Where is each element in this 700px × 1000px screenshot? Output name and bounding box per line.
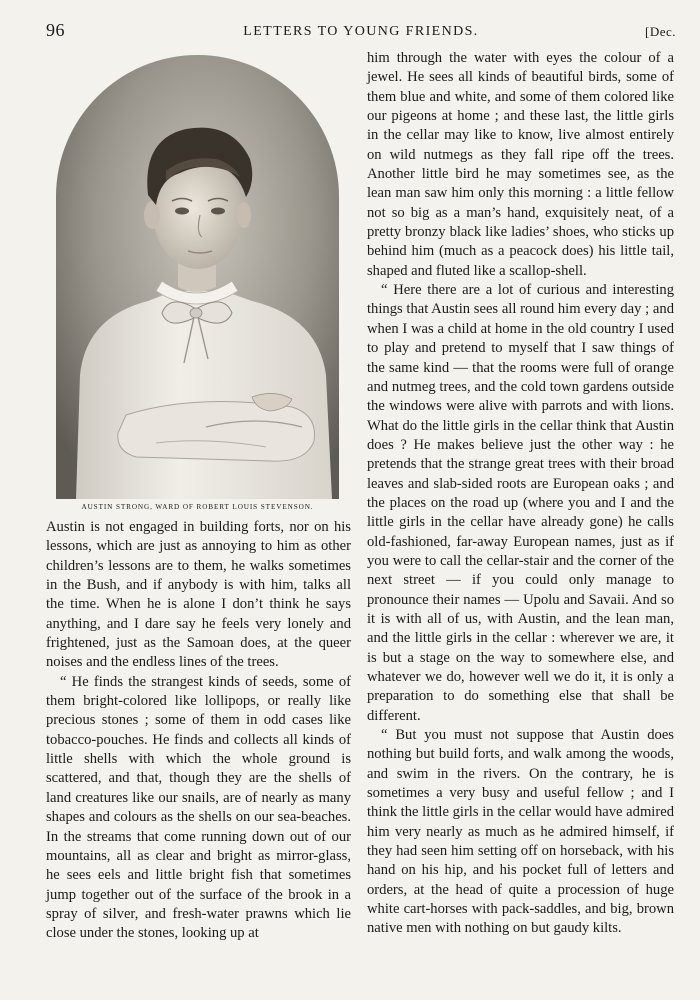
right-column-text bbox=[367, 49, 674, 939]
page-number: 96 bbox=[46, 20, 65, 40]
photo-caption: AUSTIN STRONG, WARD OF ROBERT LOUIS STEVENSON. bbox=[81, 503, 314, 511]
running-month: [Dec. bbox=[644, 24, 676, 39]
left-column-text bbox=[46, 518, 351, 944]
paragraph: Austin is not engaged in building forts, nor on his lessons, which are just as annoying to him as other children’s lessons are to them, he walks sometimes in the Bush, and if anybody is with him, talks all the time. When he is alone I don’t think he says anything, and I dare say he feels very lonely and frightened, just as the Samoan does, at the queer noises and the endless lines of the trees. bbox=[46, 519, 351, 671]
portrait-photograph bbox=[56, 55, 339, 499]
paragraph: “ He finds the strangest kinds of seeds, some of them bright-colored like lollipops, or really like precious stones ; some of them in odd cases like tobacco-pouches. He finds and collects all kinds of little shells with which the whole ground is scattered, and that, though they are the shells of land creatures like our snails, are of nearly as many shapes and colours as the shells on our sea-beaches. In the streams that come running down out of our mountains, all as clear and bright as mirror-glass, he sees eels and little bright fish that sometimes jump together out of the surface of the brook in a spray of silver, and fresh-water prawns which lie close under the stones, looking up at bbox=[46, 673, 351, 942]
paragraph: “ But you must not suppose that Austin does nothing but build forts, and walk among the woods, and swim in the rivers. On the contrary, he is sometimes a very busy and useful fellow ; and I think the little girls in the cellar would have admired him very nearly as much as he admired himself, if they had seen him setting off on horseback, with his hand on his hip, and his pocket full of letters and orders, at the head of quite a procession of huge white cart-horses with pack-saddles, and big, brown native men with nothing on but gaudy kilts. bbox=[367, 727, 674, 937]
paragraph: him through the water with eyes the colour of a jewel. He sees all kinds of beautiful birds, some of them blue and white, and some of them colored like our pigeons at home ; and these last, the little girls in the cellar may like to know, live almost entirely on wild nutmegs as they fall ripe off the trees. Another little bird he may sometimes see, as the lean man saw him only this morning : a little fellow not so big as a man’s hand, exquisitely neat, of a pretty bronzy black like ladies’ shoes, who sticks up behind him (much as a peacock does) his little tail, shaped and fluted like a scallop-shell. bbox=[367, 50, 674, 279]
paragraph: “ Here there are a lot of curious and interesting things that Austin sees all round him every day ; and when I was a child at home in the old country I used to play and pretend to myself that I saw things of the same kind — that the rooms were full of orange and nutmeg trees, and the cold town gardens outside the windows were alive with parrots and with lions. What do the little girls in the cellar think that Austin does ? He makes believe just the other way : he pretends that the strange great trees with their broad leaves and slab-sided roots are European oaks ; and the places on the road up (where you and I and the little girls in the cellar have already gone) he calls old-fashioned, far-away European names, just as if you were to call the cellar-stair and the corner of the next street — if you could only manage to pronounce their names — Upolu and Savaii. And so it is with all of us, with Austin, and the lean man, and the little girls in the cellar : wherever we are, it is but a stage on the way to somewhere else, and whatever we do, however well we do it, it is only a preparation to do something else that shall be different. bbox=[367, 282, 674, 724]
portrait-image bbox=[56, 55, 339, 499]
running-head bbox=[46, 20, 676, 44]
running-title: LETTERS TO YOUNG FRIENDS. bbox=[243, 24, 479, 39]
